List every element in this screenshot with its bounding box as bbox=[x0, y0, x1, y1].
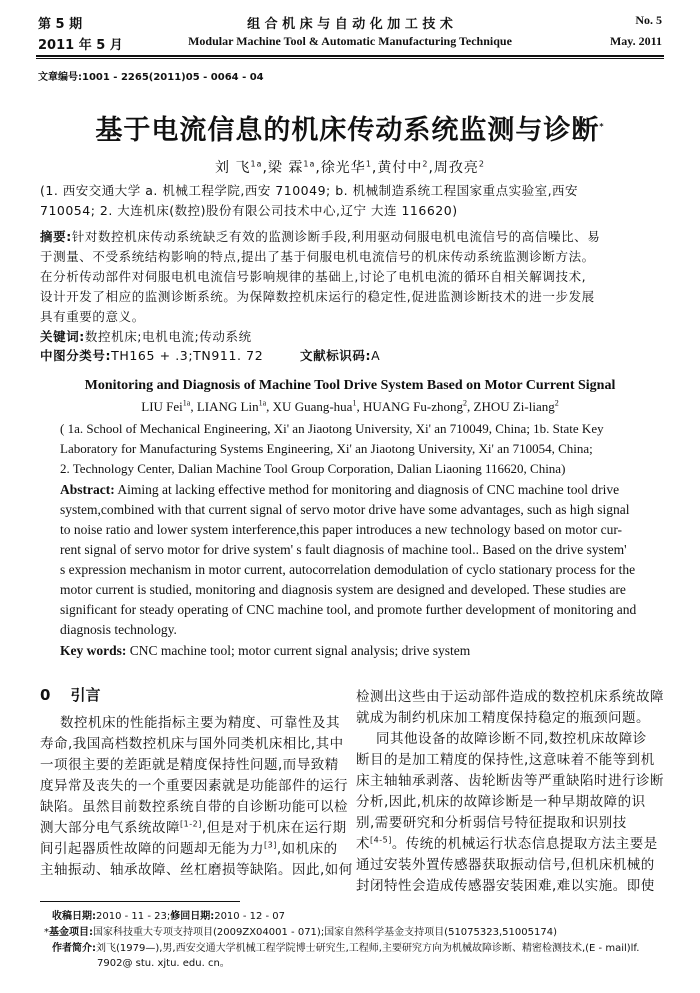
header-rule bbox=[36, 55, 664, 57]
abstract-cn-line: 设计开发了相应的监测诊断系统。为保障数控机床运行的稳定性,促进监测诊断技术的进一步发展 bbox=[40, 289, 595, 304]
authors-en: LIU Fei$^{1a}$, LIANG Lin$^{1a}$, XU Guang-hua$^1$, HUANG Fu-zhong$^2$, ZHOU Zi-liang$^2$ bbox=[141, 398, 559, 414]
abstract-en-line: system,combined with that current signal of servo motor drive have some advantages, such as high signal bbox=[60, 502, 630, 517]
footnote-rule bbox=[40, 901, 240, 902]
abstract-en-line: to noise ratio and lower system interference,this paper introduces a new technology based on motor cur- bbox=[60, 522, 623, 537]
keywords-cn: 关键词:数控机床;电机电流;传动系统 bbox=[40, 329, 252, 344]
body-line: 分析,因此,机床的故障诊断是一种早期故障的识 bbox=[356, 794, 646, 810]
paper-title-en: Monitoring and Diagnosis of Machine Tool Drive System Based on Motor Current Signal bbox=[84, 378, 616, 393]
body-line: 断目的是加工精度的保持性,这意味着不能等到机 bbox=[356, 752, 655, 768]
abstract-cn-line: 具有重要的意义。 bbox=[40, 309, 145, 324]
body-line: 寿命,我国高档数控机床与国外同类机床相比,其中 bbox=[40, 736, 344, 752]
abstract-en-line: diagnosis technology. bbox=[60, 622, 177, 637]
abstract-cn-label: 摘要: bbox=[40, 229, 72, 244]
section-heading: 0 引言 bbox=[40, 686, 101, 704]
header-rule-thin bbox=[36, 58, 664, 59]
title-text: 基于电流信息的机床传动系统监测与诊断 bbox=[95, 115, 600, 146]
header-date-en: May. 2011 bbox=[609, 34, 662, 48]
author-cn: 刘 飞$^{1a}$, bbox=[215, 159, 268, 176]
article-number: 文章编号:1001 - 2265(2011)05 - 0064 - 04 bbox=[38, 72, 264, 83]
header-date-cn: 2011 年 5 月 bbox=[38, 38, 123, 53]
paper-title-cn bbox=[0, 108, 700, 147]
abstract-en-line: Abstract: Aiming at lacking effective method for monitoring and diagnosis of CNC machine tool drive bbox=[60, 482, 620, 497]
footnote-funding: *基金项目:国家科技重大专项支持项目(2009ZX04001 - 071);国家自然科学基金支持项目(51075323,51005174) bbox=[44, 927, 557, 938]
keywords-en: Key words: CNC machine tool; motor current signal analysis; drive system bbox=[60, 643, 471, 658]
citation: [4-5] bbox=[370, 835, 392, 845]
author-cn: 黄付中$^2$, bbox=[377, 159, 434, 176]
body-line: 一项很主要的差距就是精度保持性问题,而导致精 bbox=[40, 757, 339, 773]
abstract-cn-line: 摘要:针对数控机床传动系统缺乏有效的监测诊断手段,利用驱动伺服电机电流信号的高信噪比、易 bbox=[40, 229, 601, 244]
journal-title-en: Modular Machine Tool & Automatic Manufacturing Technique bbox=[188, 34, 512, 48]
affiliation-cn-line: (1. 西安交通大学 a. 机械工程学院,西安 710049; b. 机械制造系统工程国家重点实验室,西安 bbox=[40, 183, 579, 198]
affiliation-en-line: ( 1a. School of Mechanical Engineering, Xi' an Jiaotong University, Xi' an 710049, China; 1b. State Key bbox=[60, 421, 604, 436]
body-line: 测大部分电气系统故障[1-2],但是对于机床在运行期 bbox=[40, 819, 347, 836]
abstract-cn-line: 在分析传动部件对伺服电机电流信号影响规律的基础上,讨论了电机电流的循环自相关解调技术, bbox=[40, 269, 587, 284]
citation: [3] bbox=[264, 840, 277, 850]
abstract-en-line: significant for steady operating of CNC machine tool, and promote further development of monitoring and bbox=[60, 602, 637, 617]
header-issue-cn: 第 5 期 bbox=[38, 17, 83, 32]
author-cn: 徐光华$^1$, bbox=[320, 159, 378, 176]
author-cn: 周孜亮$^2$ bbox=[433, 159, 485, 176]
body-line: 主轴振动、轴承故障、丝杠磨损等缺陷。因此,如何 bbox=[40, 862, 353, 878]
body-line: 通过安装外置传感器获取振动信号,但机床机械的 bbox=[356, 857, 655, 873]
journal-title-cn: 组 合 机 床 与 自 动 化 加 工 技 术 bbox=[247, 17, 453, 32]
abstract-en-line: s expression mechanism in motor current, autocorrelation demodulation of cyclo stationary process for the bbox=[60, 562, 636, 577]
authors-cn bbox=[0, 157, 700, 177]
abstract-en-line: motor current is studied, monitoring and diagnosis system are designed and developed. These studies are bbox=[60, 582, 626, 597]
body-line: 缺陷。虽然目前数控系统自带的自诊断功能可以检 bbox=[40, 799, 348, 815]
header-issue-en: No. 5 bbox=[635, 13, 662, 27]
body-line: 数控机床的性能指标主要为精度、可靠性及其 bbox=[60, 715, 340, 731]
body-line: 床主轴轴承剥落、齿轮断齿等严重缺陷时进行诊断 bbox=[356, 773, 664, 789]
document-code-cn: 文献标识码:A bbox=[300, 348, 381, 363]
body-line: 别,需要研究和分析弱信号特征提取和识别技 bbox=[356, 815, 627, 831]
body-line: 度异常及丧失的一个重要因素就是功能部件的运行 bbox=[40, 778, 348, 794]
abstract-cn-line: 于测量、不受系统结构影响的特点,提出了基于伺服电机电流信号的机床传动系统监测诊断方法。 bbox=[40, 249, 595, 264]
affiliation-cn-line: 710054; 2. 大连机床(数控)股份有限公司技术中心,辽宁 大连 116620) bbox=[40, 203, 458, 218]
affiliation-en-line: 2. Technology Center, Dalian Machine Tool Group Corporation, Dalian Liaoning 116620, China) bbox=[60, 461, 566, 476]
body-line: 检测出这些由于运动部件造成的数控机床系统故障 bbox=[356, 689, 664, 705]
footnote-received: 收稿日期:2010 - 11 - 23;修回日期:2010 - 12 - 07 bbox=[52, 911, 286, 922]
abstract-en-label: Abstract: bbox=[60, 482, 115, 497]
abstract-en-line: rent signal of servo motor for drive system' s fault diagnosis of machine tool.. Based on the drive system' bbox=[60, 542, 627, 557]
body-line: 术[4-5]。传统的机械运行状态信息提取方法主要是 bbox=[356, 835, 658, 852]
footnote-email: 7902@ stu. xjtu. edu. cn。 bbox=[97, 958, 230, 969]
title-mark: * bbox=[599, 122, 605, 131]
author-cn: 梁 霖$^{1a}$, bbox=[267, 159, 321, 176]
body-line: 就成为制约机床加工精度保持稳定的瓶颈问题。 bbox=[356, 710, 650, 726]
citation: [1-2] bbox=[180, 819, 202, 829]
footnote-author-bio: 作者简介:刘飞(1979—),男,西安交通大学机械工程学院博士研究生,工程师,主要研究方向为机械故障诊断、精密检测技术,(E - mail)lf. bbox=[52, 943, 640, 954]
body-line: 同其他设备的故障诊断不同,数控机床故障诊 bbox=[376, 731, 647, 747]
classification-cn: 中图分类号:TH165 + .3;TN911. 72 bbox=[40, 348, 264, 363]
affiliation-en-line: Laboratory for Manufacturing Systems Engineering, Xi' an Jiaotong University, Xi' an 710054, China; bbox=[60, 441, 593, 456]
body-line: 封闭特性会造成传感器安装困难,难以实施。即使 bbox=[356, 878, 655, 894]
body-line: 间引起器质性故障的问题却无能为力[3],如机床的 bbox=[40, 840, 338, 857]
